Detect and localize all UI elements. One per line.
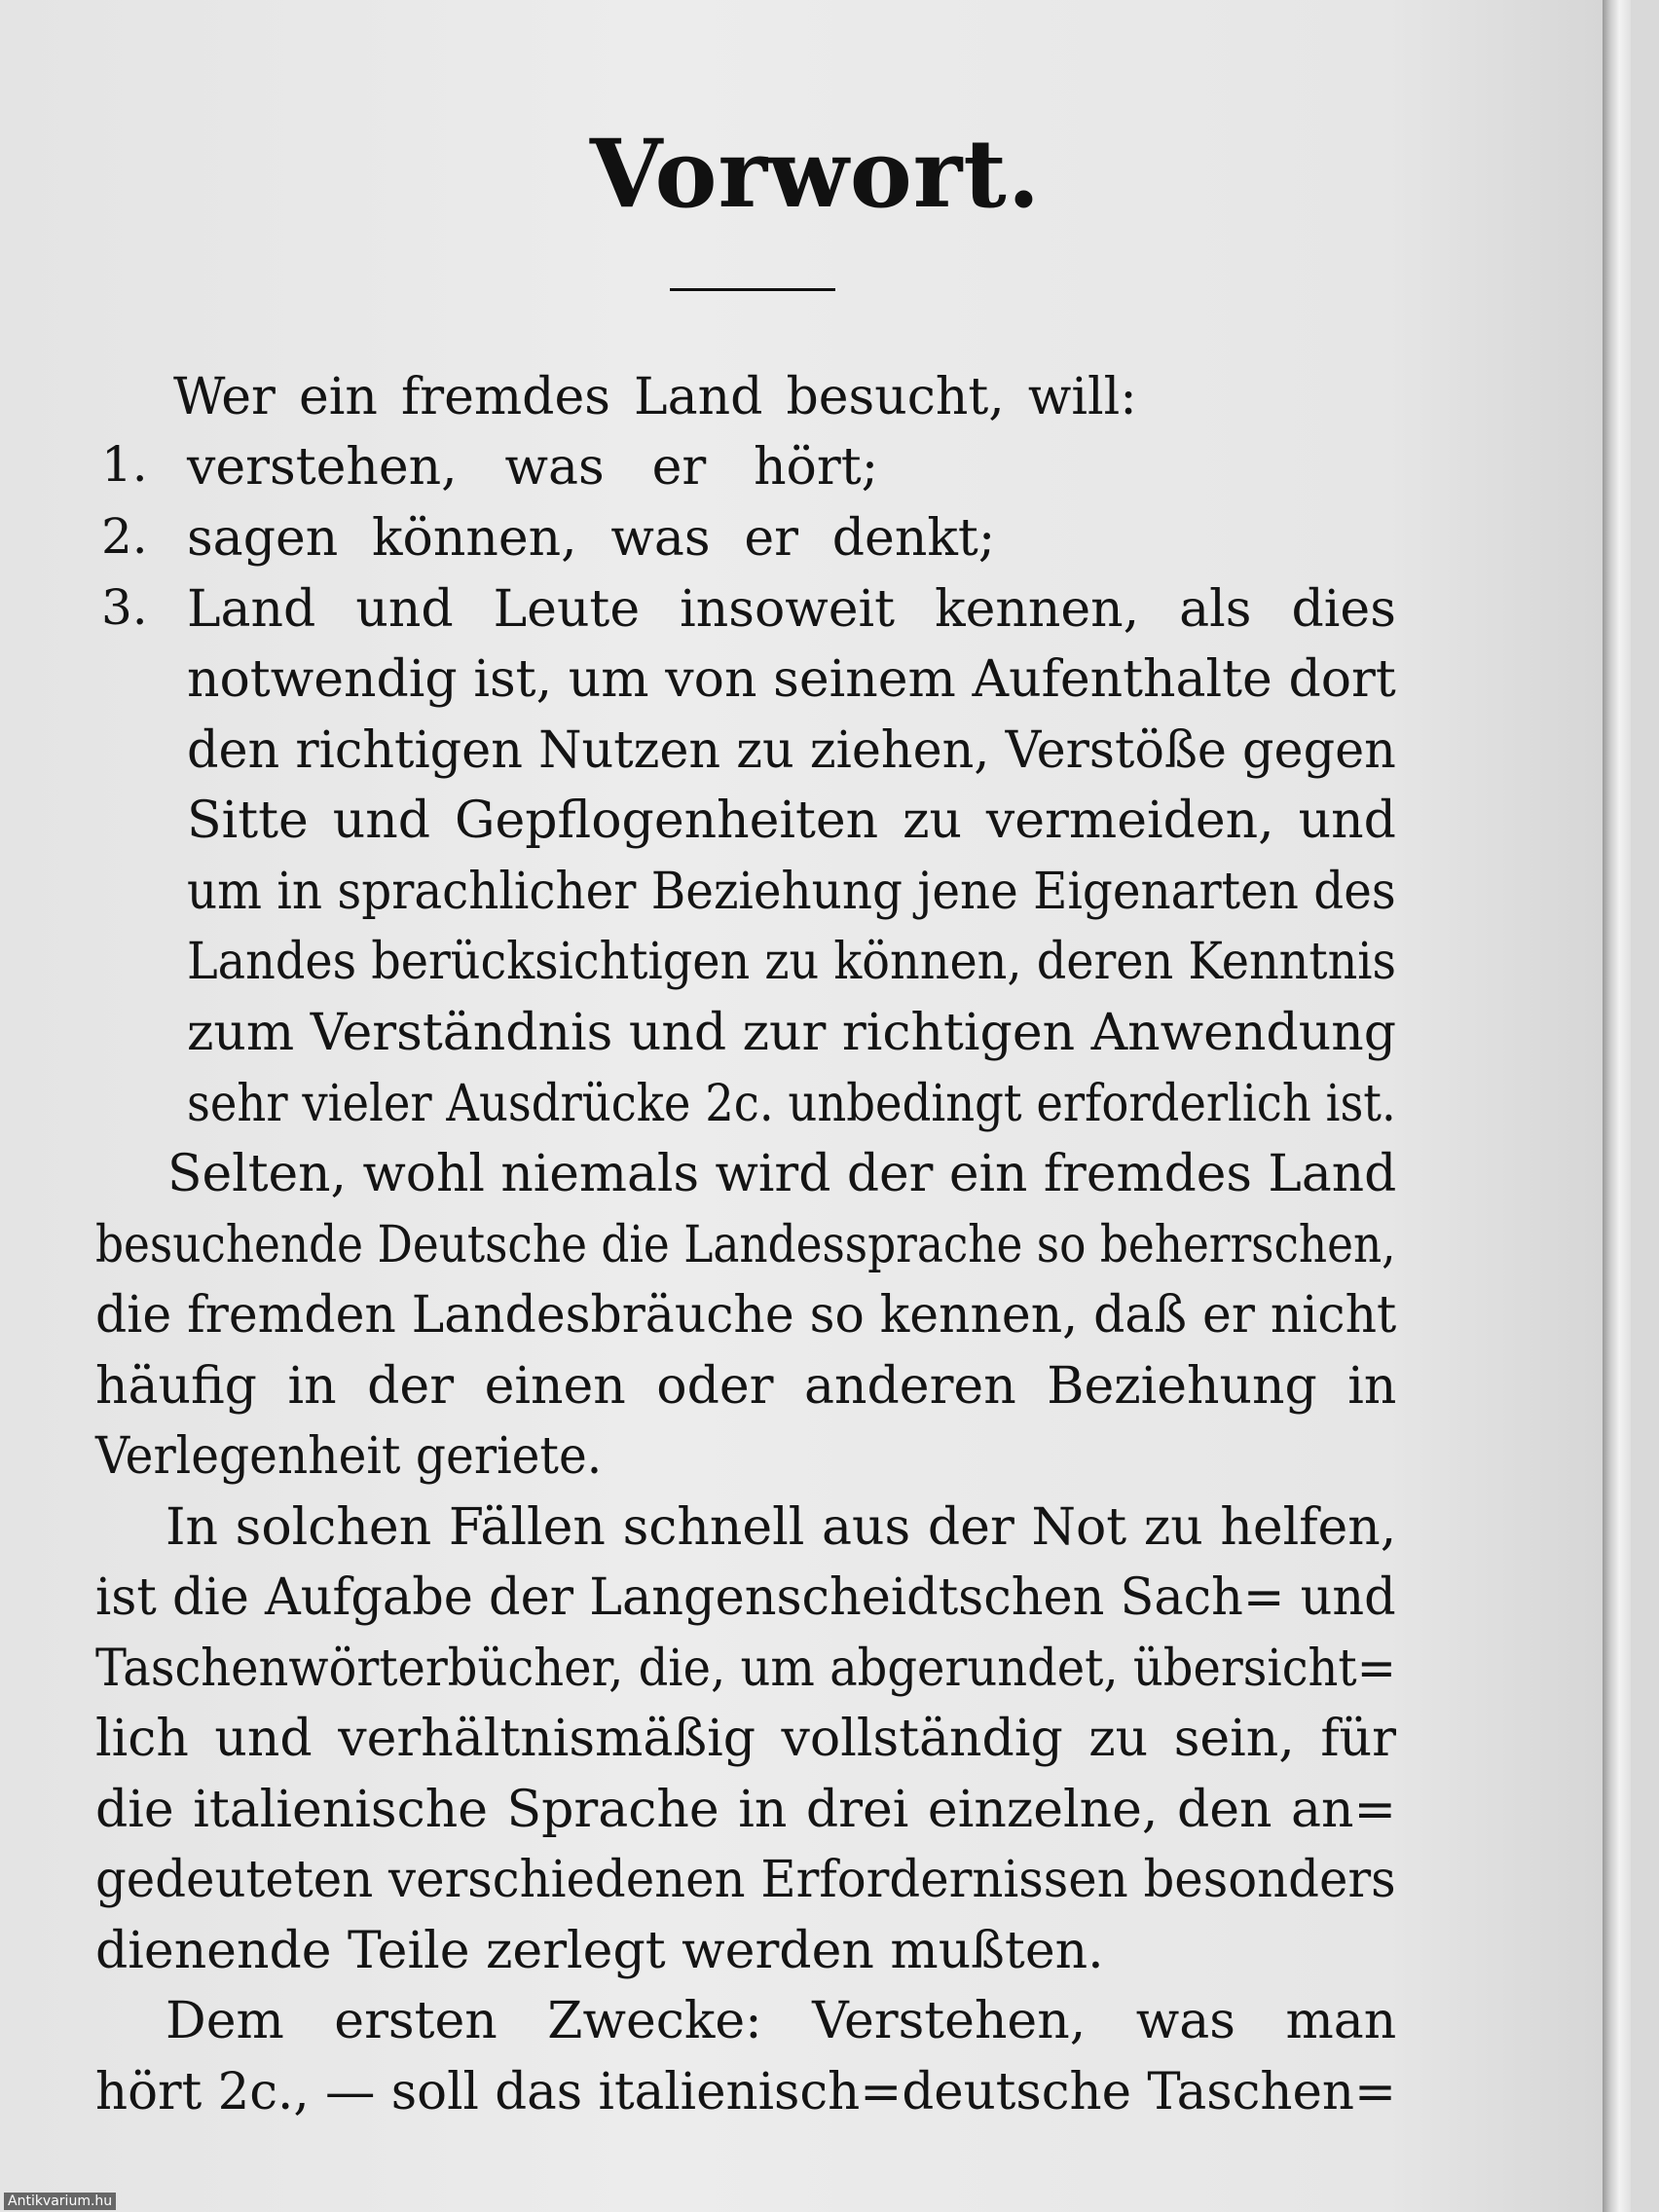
- title-divider: [670, 288, 835, 291]
- text-line: Taschenwörterbücher, die, um abgerundet, übersicht=: [95, 1640, 1396, 1698]
- text-line: notwendig ist, um von seinem Aufenthalte dort: [187, 650, 1396, 709]
- text-line: lich und verhältnismäßig vollständig zu sein, für: [95, 1710, 1396, 1768]
- text-line: Selten, wohl niemals wird der ein fremdes Land: [167, 1145, 1397, 1203]
- page-title: Vorwort.: [589, 119, 1042, 229]
- text-line: Land und Leute insoweit kennen, als dies: [187, 580, 1396, 639]
- text-line: die fremden Landesbräuche so kennen, daß er nicht: [95, 1286, 1397, 1345]
- text-line: den richtigen Nutzen zu ziehen, Verstöße gegen: [187, 721, 1396, 780]
- text-line: besuchende Deutsche die Landessprache so beherrschen,: [95, 1216, 1396, 1274]
- text-line: die italienische Sprache in drei einzelne, den an=: [95, 1781, 1397, 1839]
- text-line: zum Verständnis und zur richtigen Anwendung: [187, 1004, 1396, 1062]
- text-line: Dem ersten Zwecke: Verstehen, was man: [166, 1992, 1397, 2050]
- text-line: ist die Aufgabe der Langenscheidtschen Sach= und: [95, 1568, 1396, 1627]
- text-line: In solchen Fällen schnell aus der Not zu helfen,: [166, 1498, 1397, 1557]
- list-number-1: 1.: [101, 436, 148, 493]
- watermark: Antikvarium.hu: [4, 2193, 116, 2210]
- text-line: dienende Teile zerlegt werden mußten.: [95, 1922, 1104, 1980]
- list-number-3: 3.: [101, 579, 148, 636]
- text-line: sagen können, was er denkt;: [187, 509, 996, 568]
- text-line: häufig in der einen oder anderen Beziehung in: [95, 1357, 1397, 1416]
- text-line: um in sprachlicher Beziehung jene Eigenarten des: [187, 863, 1396, 921]
- text-line: verstehen, was er hört;: [187, 438, 879, 497]
- text-line: sehr vieler Ausdrücke 2c. unbedingt erforderlich ist.: [187, 1075, 1396, 1133]
- page-edge: [1603, 0, 1631, 2212]
- text-line: Landes berücksichtigen zu können, deren Kenntnis: [187, 933, 1397, 991]
- text-line: gedeuteten verschiedenen Erfordernissen besonders: [95, 1851, 1396, 1909]
- text-line: Sitte und Gepflogenheiten zu vermeiden, und: [187, 792, 1396, 850]
- text-line: Wer ein fremdes Land besucht, will:: [173, 368, 1137, 426]
- text-line: hört 2c., — soll das italienisch=deutsche Taschen=: [95, 2063, 1397, 2121]
- list-number-2: 2.: [101, 508, 148, 565]
- text-line: Verlegenheit geriete.: [95, 1427, 603, 1486]
